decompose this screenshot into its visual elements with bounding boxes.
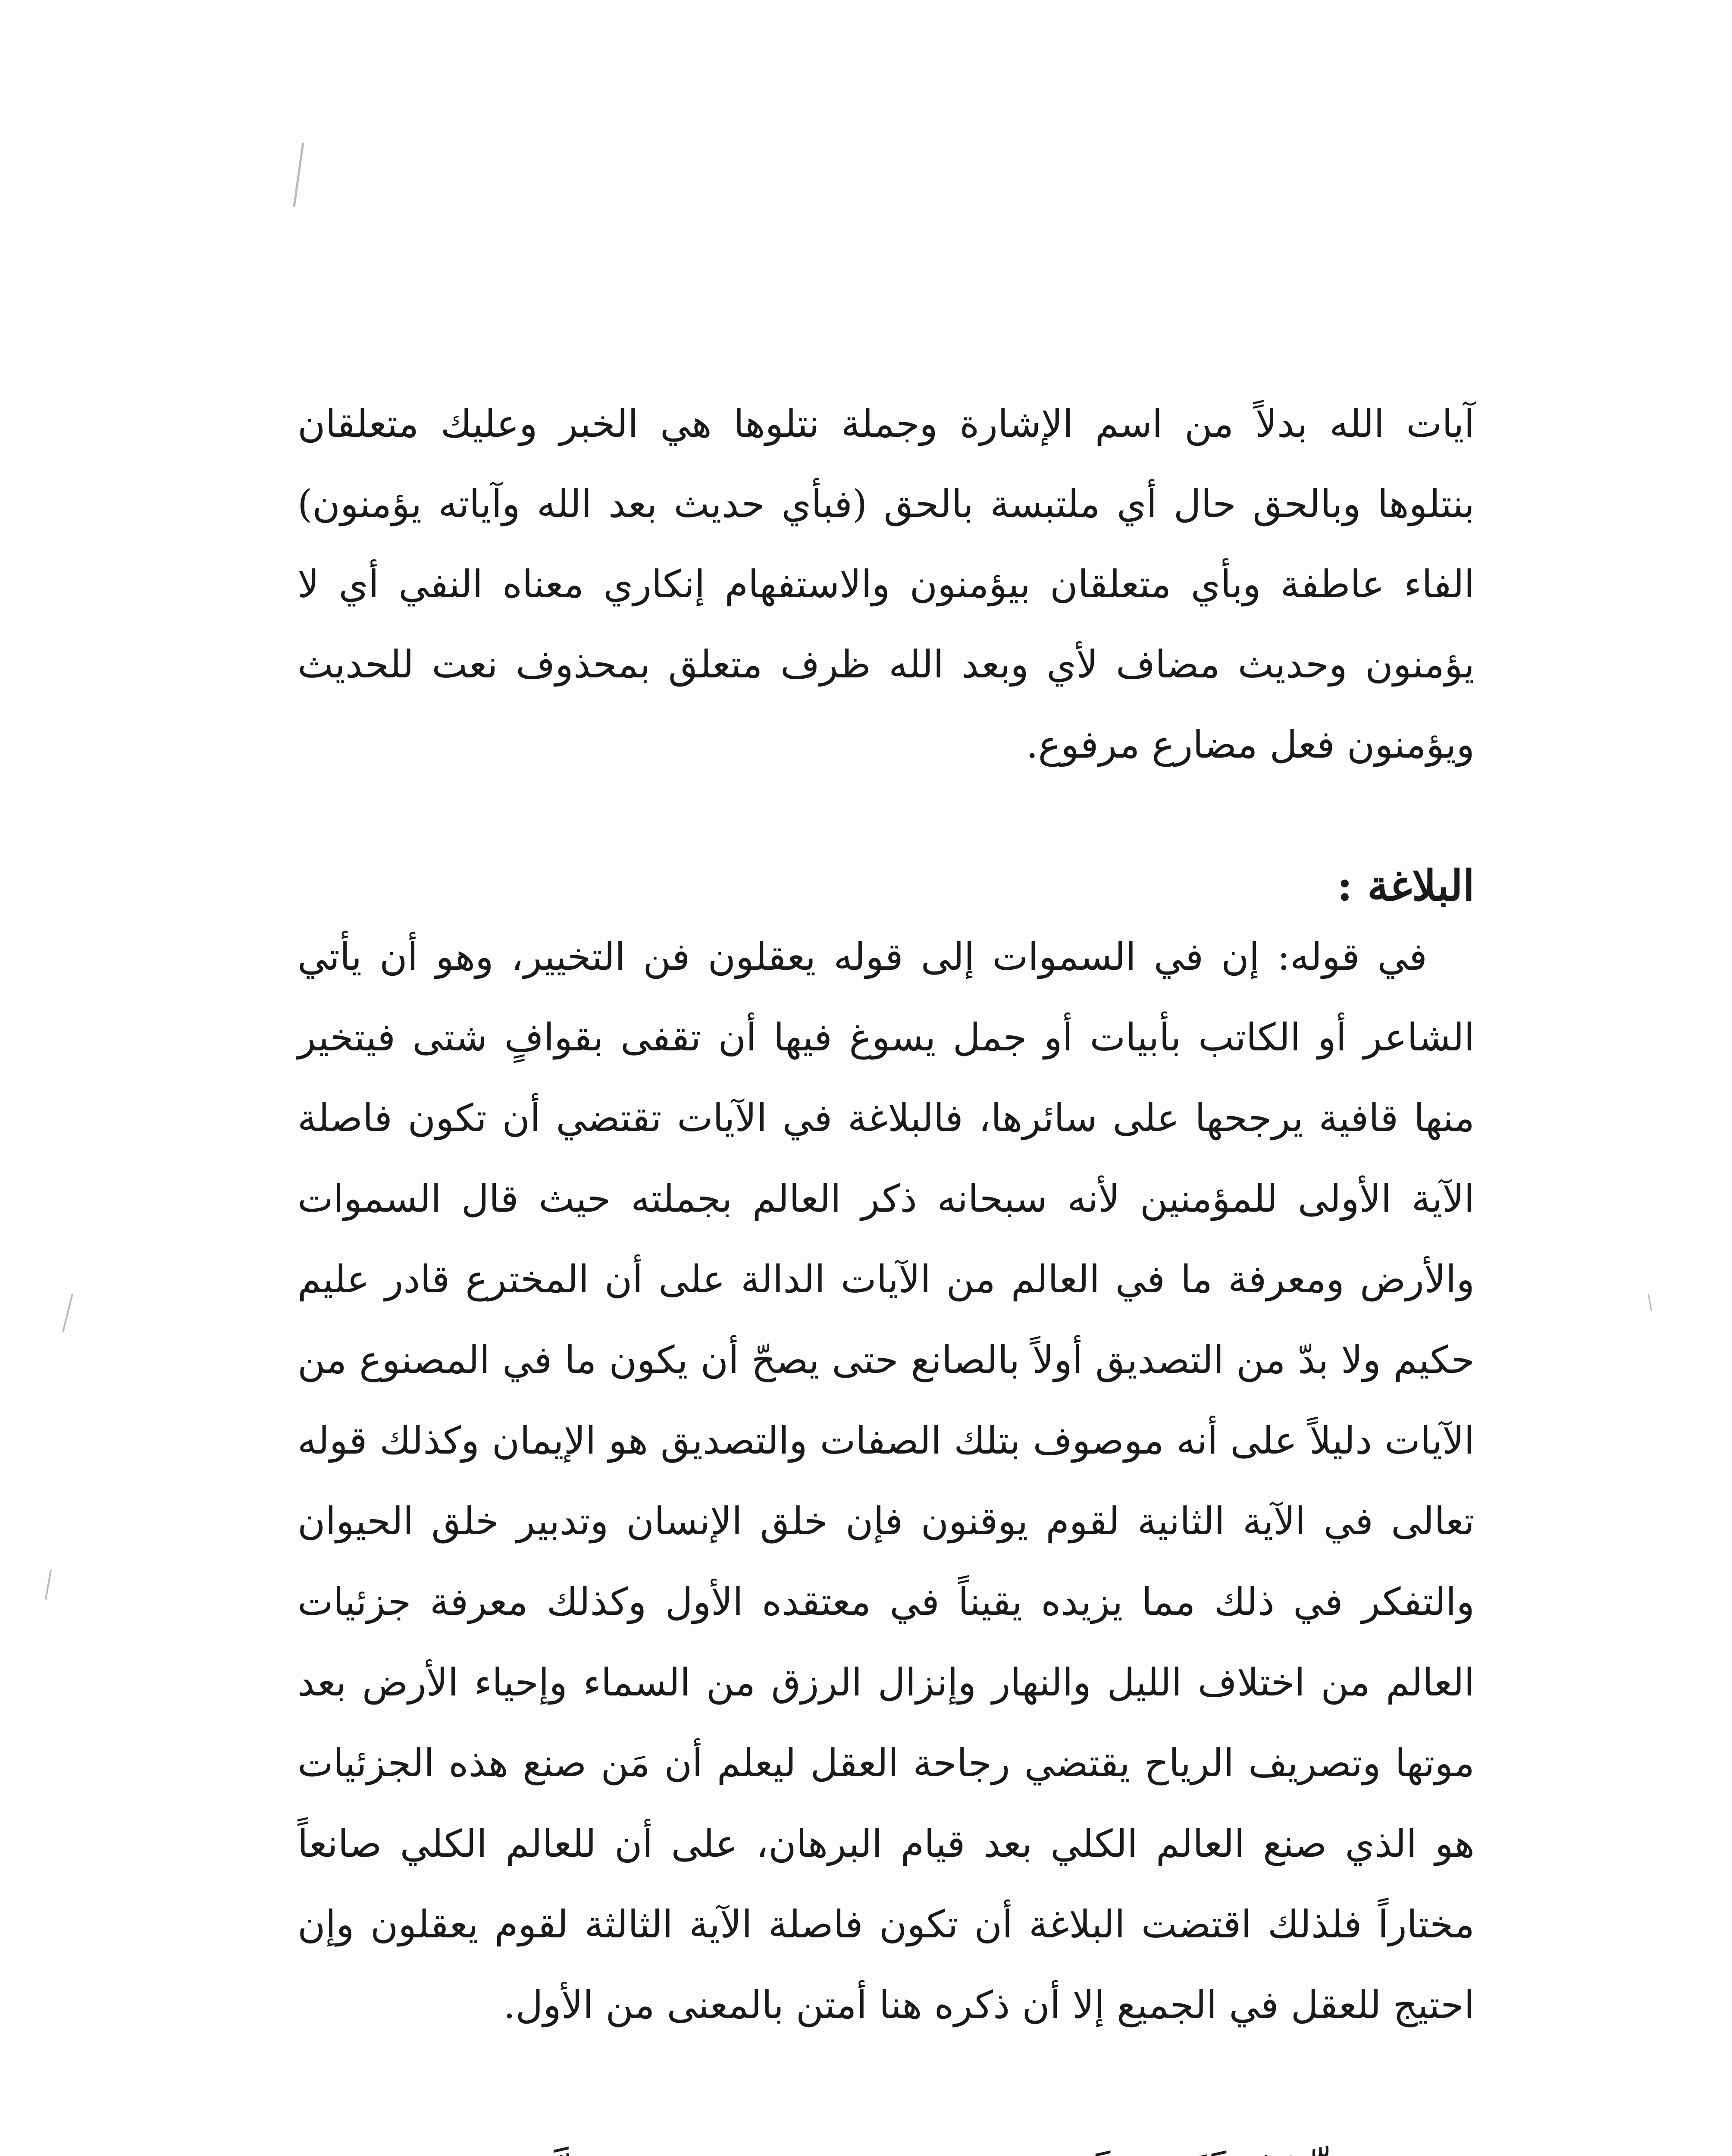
balagha-paragraph xyxy=(298,916,1475,2045)
grammar-paragraph: آيات الله بدلاً من اسم الإشارة وجملة نتلوها هي الخبر وعليك متعلقان بنتلوها وبالحق حال أي ملتبسة بالحق (فبأي حديث بعد الله وآياته يؤمنون) الفاء عاطفة وبأي متعلقان بيؤمنون والاستفهام إنكاري معناه النفي أي لا يؤمنون وحديث مضاف لأي وبعد الله ظرف متعلق بمحذوف نعت للحديث ويؤمنون فعل مضارع مرفوع. xyxy=(298,401,1475,767)
scan-artifact-mark xyxy=(1648,1294,1652,1311)
scan-artifact-mark xyxy=(293,142,304,207)
section-heading-balagha: البلاغة : xyxy=(1337,861,1475,911)
scan-artifact-mark xyxy=(45,1570,52,1600)
scan-artifact-mark xyxy=(62,1294,73,1332)
balagha-paragraph-text: في قوله: إن في السموات إلى قوله يعقلون فن التخيير، وهو أن يأتي الشاعر أو الكاتب بأبيات أو جمل يسوغ فيها أن تقفى بقوافٍ شتى فيتخير منها قافية يرجحها على سائرها، فالبلاغة في الآيات تقتضي أن تكون فاصلة الآية الأولى للمؤمنين لأنه سبحانه ذكر العالم بجملته حيث قال السموات والأرض ومعرفة ما في العالم من الآيات الدالة على أن المخترع قادر عليم حكيم ولا بدّ من التصديق أولاً بالصانع حتى يصحّ أن يكون ما في المصنوع من الآيات دليلاً على أنه موصوف بتلك الصفات والتصديق هو الإيمان وكذلك قوله تعالى في الآية الثانية لقوم يوقنون فإن خلق الإنسان وتدبير خلق الحيوان والتفكر في ذلك مما يزيده يقيناً في معتقده الأول وكذلك معرفة جزئيات العالم من اختلاف الليل والنهار وإنزال الرزق من السماء وإحياء الأرض بعد موتها وتصريف الرياح يقتضي رجاحة العقل ليعلم أن مَن صنع هذه الجزئيات هو الذي صنع العالم الكلي بعد قيام البرهان، على أن للعالم الكلي صانعاً مختاراً فلذلك اقتضت البلاغة أن تكون فاصلة الآية الثالثة لقوم يعقلون وإن احتيج للعقل في الجميع إلا أن ذكره هنا أمتن بالمعنى من الأول. xyxy=(298,934,1475,2027)
